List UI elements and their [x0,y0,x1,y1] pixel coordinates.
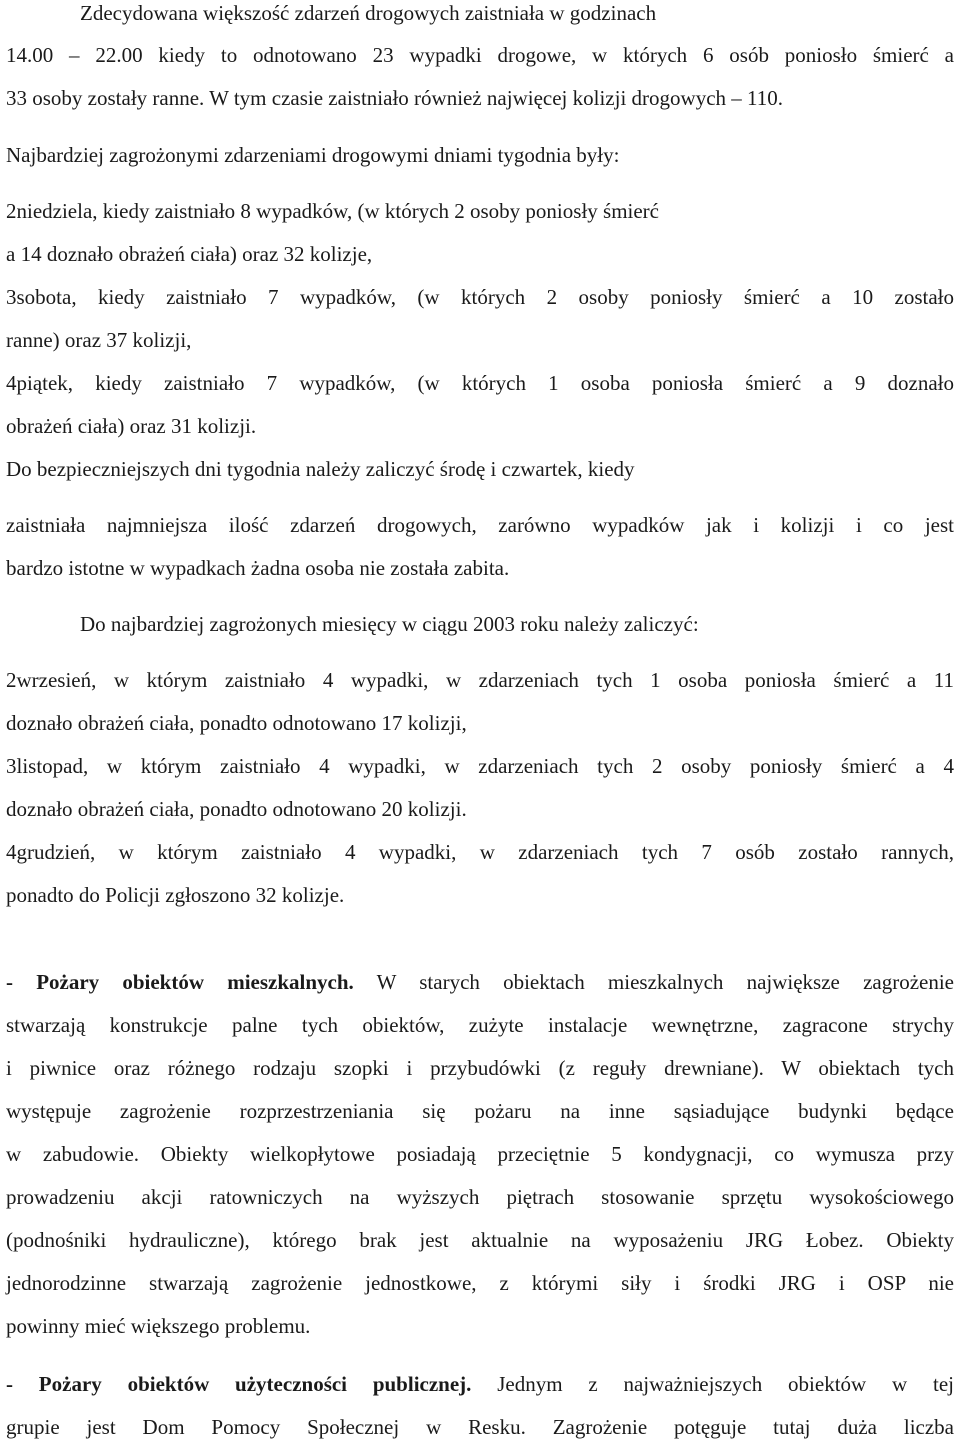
list-item-line: 2wrzesień, w którym zaistniało 4 wypadki, w zdarzeniach tych 1 osoba poniosła śmierć a 11 [6,668,954,692]
section-heading-line [6,969,954,995]
list-item-line: doznało obrażeń ciała, ponadto odnotowano 20 kolizji. [6,797,467,821]
section-heading: - Pożary obiektów mieszkalnych. [6,970,354,994]
paragraph-line: jednorodzinne stwarzają zagrożenie jednostkowe, z którymi siły i środki JRG i OSP nie [6,1271,954,1295]
paragraph-line: prowadzeniu akcji ratowniczych na wyższych piętrach stosowanie sprzętu wysokościowego [6,1185,954,1209]
paragraph-line: Do najbardziej zagrożonych miesięcy w ciągu 2003 roku należy zaliczyć: [80,612,699,636]
list-item-line: 4grudzień, w którym zaistniało 4 wypadki, w zdarzeniach tych 7 osób zostało rannych, [6,840,954,864]
paragraph-line: i piwnice oraz różnego rodzaju szopki i przybudówki (z reguły drewniane). W obiektach tych [6,1056,954,1080]
paragraph-line: 14.00 – 22.00 kiedy to odnotowano 23 wypadki drogowe, w których 6 osób poniosło śmierć a [6,43,954,67]
paragraph-line: Zdecydowana większość zdarzeń drogowych zaistniała w godzinach [80,1,657,25]
paragraph-line: Do bezpieczniejszych dni tygodnia należy zaliczyć środę i czwartek, kiedy [6,457,635,481]
section-heading: - Pożary obiektów użyteczności publicznej. [6,1372,472,1396]
list-item-line: 4piątek, kiedy zaistniało 7 wypadków, (w których 1 osoba poniosła śmierć a 9 doznało [6,371,954,395]
paragraph-line: (podnośniki hydrauliczne), którego brak jest aktualnie na wyposażeniu JRG Łobez. Obiekty [6,1228,954,1252]
paragraph-text: Jednym z najważniejszych obiektów w tej [471,1372,954,1396]
list-item-line: ponadto do Policji zgłoszono 32 kolizje. [6,883,345,907]
paragraph-line: Najbardziej zagrożonymi zdarzeniami drogowymi dniami tygodnia były: [6,143,620,167]
section-heading-line [6,1371,954,1397]
paragraph-line: bardzo istotne w wypadkach żadna osoba nie została zabita. [6,556,510,580]
paragraph-line: w zabudowie. Obiekty wielkopłytowe posiadają przeciętnie 5 kondygnacji, co wymusza przy [6,1142,954,1166]
list-item-line: obrażeń ciała) oraz 31 kolizji. [6,414,257,438]
paragraph-line: powinny mieć większego problemu. [6,1314,311,1338]
paragraph-text: W starych obiektach mieszkalnych największe zagrożenie [353,970,954,994]
paragraph-line: grupie jest Dom Pomocy Społecznej w Resku. Zagrożenie potęguje tutaj duża liczba [6,1415,954,1439]
paragraph-line: stwarzają konstrukcje palne tych obiektów, zużyte instalacje wewnętrzne, zagracone strychy [6,1013,954,1037]
paragraph-line: 33 osoby zostały ranne. W tym czasie zaistniało również najwięcej kolizji drogowych – 110. [6,86,783,110]
list-item-line: 2niedziela, kiedy zaistniało 8 wypadków, (w których 2 osoby poniosły śmierć [6,199,659,223]
list-item-line: doznało obrażeń ciała, ponadto odnotowano 17 kolizji, [6,711,467,735]
list-item-line: ranne) oraz 37 kolizji, [6,328,192,352]
list-item-line: a 14 doznało obrażeń ciała) oraz 32 kolizje, [6,242,373,266]
list-item-line: 3listopad, w którym zaistniało 4 wypadki, w zdarzeniach tych 2 osoby poniosły śmierć a 4 [6,754,954,778]
paragraph-line: występuje zagrożenie rozprzestrzeniania się pożaru na inne sąsiadujące budynki będące [6,1099,954,1123]
paragraph-line: zaistniała najmniejsza ilość zdarzeń drogowych, zarówno wypadków jak i kolizji i co jest [6,513,954,537]
list-item-line: 3sobota, kiedy zaistniało 7 wypadków, (w których 2 osoby poniosły śmierć a 10 zostało [6,285,954,309]
